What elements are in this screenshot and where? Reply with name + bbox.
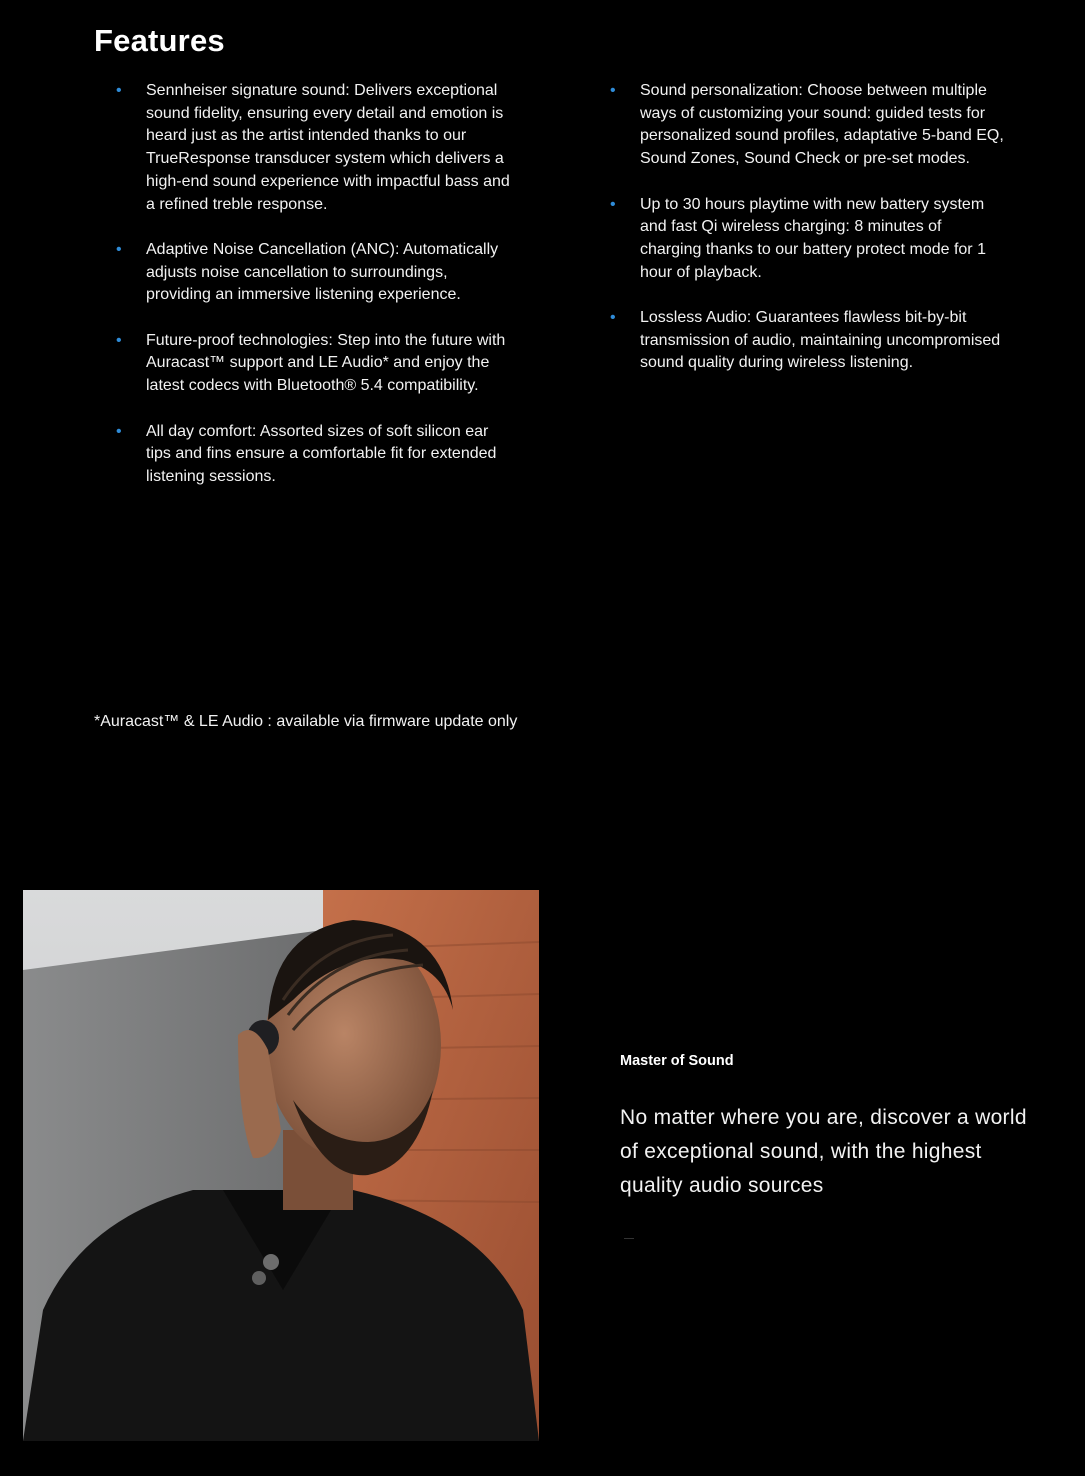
- master-of-sound-heading: Master of Sound: [620, 1053, 734, 1069]
- bullet-icon: •: [116, 422, 122, 440]
- feature-text: Sennheiser signature sound: Delivers exceptional sound fidelity, ensuring every detail and emotion is heard just as the artist intended thanks to our TrueResponse transducer system which delivers a high-end sound experience with impactful bass and a refined treble response.: [146, 82, 510, 213]
- bullet-icon: •: [116, 240, 122, 258]
- features-list-right: [606, 80, 1006, 398]
- bullet-icon: •: [610, 82, 616, 99]
- lifestyle-photo: [23, 890, 539, 1441]
- feature-item: [112, 80, 512, 216]
- master-of-sound-text: No matter where you are, discover a world of exceptional sound, with the highest quality audio sources: [620, 1106, 1027, 1197]
- feature-text: Future-proof technologies: Step into the future with Auracast™ support and LE Audio* and enjoy the latest codecs with Bluetooth® 5.4 compatibility.: [146, 331, 506, 395]
- bullet-icon: •: [610, 309, 616, 326]
- feature-item: [112, 421, 512, 489]
- auracast-footnote: *Auracast™ & LE Audio : available via firmware update only: [94, 713, 518, 730]
- divider: [624, 1238, 634, 1239]
- features-list-left: [112, 80, 512, 511]
- feature-item: [112, 330, 512, 398]
- feature-text: Lossless Audio: Guarantees flawless bit-by-bit transmission of audio, maintaining uncompromised sound quality during wireless listening.: [640, 309, 1001, 372]
- features-title: Features: [94, 23, 225, 58]
- bullet-icon: •: [610, 195, 616, 213]
- feature-item: [112, 239, 512, 307]
- feature-text: Up to 30 hours playtime with new battery system and fast Qi wireless charging: 8 minutes of charging thanks to our battery protect mode for 1 hour of playback.: [640, 195, 986, 281]
- feature-item: [606, 307, 1006, 375]
- feature-item: [606, 80, 1006, 171]
- bullet-icon: •: [116, 82, 122, 99]
- feature-text: Sound personalization: Choose between multiple ways of customizing your sound: guided tests for personalized sound profiles, adaptative 5-band EQ, Sound Zones, Sound Check or pre-set modes.: [640, 82, 1004, 168]
- bullet-icon: •: [116, 331, 122, 349]
- feature-text: All day comfort: Assorted sizes of soft silicon ear tips and fins ensure a comfortable fit for extended listening sessions.: [146, 422, 497, 485]
- man-wearing-earbuds-image: [23, 890, 539, 1441]
- feature-item: [606, 194, 1006, 285]
- feature-text: Adaptive Noise Cancellation (ANC): Automatically adjusts noise cancellation to surroundings, providing an immersive listening experience.: [146, 240, 499, 304]
